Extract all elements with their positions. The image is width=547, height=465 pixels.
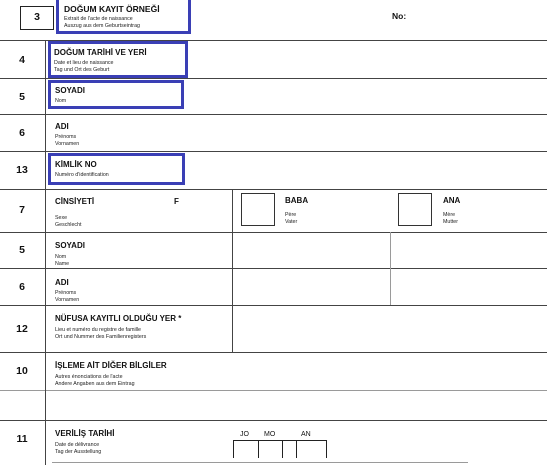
father-de: Vater — [285, 219, 298, 225]
rule — [0, 268, 547, 269]
row-5-title: SOYADI — [55, 86, 85, 95]
row-13-fr: Numéro d'identification — [55, 172, 109, 178]
date-bracket-tick — [233, 440, 234, 458]
mother-title: ANA — [443, 196, 461, 205]
row-11-fr: Date de délivrance — [55, 442, 100, 448]
row-4-fr: Date et lieu de naissance — [54, 60, 114, 66]
rule — [0, 420, 547, 421]
row-11-de: Tag der Ausstellung — [55, 449, 102, 455]
row-5b-de: Name — [55, 261, 70, 267]
row-6b-de: Vornamen — [55, 297, 80, 303]
row-10-de: Andere Angaben aus dem Eintrag — [55, 381, 135, 387]
row-5-number: 5 — [19, 91, 25, 103]
row-7-title: CİNSİYETİ — [55, 197, 95, 206]
row-6-de: Vornamen — [55, 141, 80, 147]
mother-fr: Mère — [443, 212, 456, 218]
row-4-highlight — [48, 41, 188, 78]
row-13-highlight — [48, 153, 185, 185]
row-11-title: VERİLİŞ TARİHİ — [55, 429, 115, 438]
rule — [232, 189, 233, 352]
header-subtitle-fr: Extrait de l'acte de naissance — [64, 16, 133, 22]
rule — [0, 390, 547, 391]
row-10-title: İŞLEME AİT DİĞER BİLGİLER — [55, 361, 167, 370]
date-bracket-tick — [282, 440, 283, 458]
row-6-fr: Prénoms — [55, 134, 77, 140]
row-5-fr: Nom — [55, 98, 67, 104]
rule — [0, 305, 547, 306]
gender-value: F — [174, 197, 179, 206]
row-12-de: Ort und Nummer des Familienregisters — [55, 334, 147, 340]
row-13-number: 13 — [16, 164, 28, 176]
row-7-fr: Sexe — [55, 215, 68, 221]
rule — [0, 151, 547, 152]
row-11-number: 11 — [16, 433, 28, 445]
rule — [45, 40, 46, 465]
row-4-number: 4 — [19, 54, 25, 66]
row-6b-title: ADI — [55, 278, 69, 287]
mother-checkbox[interactable] — [398, 193, 432, 226]
row-12-number: 12 — [16, 323, 28, 335]
row-5b-fr: Nom — [55, 254, 67, 260]
rule — [52, 462, 468, 463]
date-day-label: JO — [240, 431, 249, 438]
father-fr: Père — [285, 212, 297, 218]
header-subtitle-de: Auszug aus dem Geburtseintrag — [64, 23, 140, 29]
row-6b-number: 6 — [19, 281, 25, 293]
date-bracket-tick — [258, 440, 259, 458]
rule — [0, 352, 547, 353]
row-7-number: 7 — [19, 204, 25, 216]
rule — [0, 78, 547, 79]
row-6-number: 6 — [19, 127, 25, 139]
row-6-title: ADI — [55, 122, 69, 131]
header-title: DOĞUM KAYIT ÖRNEĞİ — [64, 4, 160, 14]
father-title: BABA — [285, 196, 309, 205]
date-bracket-tick — [326, 440, 327, 458]
rule — [0, 189, 547, 190]
rule — [0, 114, 547, 115]
date-month-label: MO — [264, 431, 276, 438]
date-year-label: AN — [301, 431, 311, 438]
row-4-title: DOĞUM TARİHİ VE YERİ — [54, 48, 147, 57]
row-5b-title: SOYADI — [55, 241, 85, 250]
row-10-number: 10 — [16, 365, 28, 377]
row-5-highlight — [48, 80, 184, 109]
record-number-label: No: — [392, 11, 407, 21]
row-10-fr: Autres énonciations de l'acte — [55, 374, 123, 380]
row-6b-fr: Prénoms — [55, 290, 77, 296]
row-13-title: KİMLİK NO — [55, 160, 97, 169]
date-bracket — [233, 440, 326, 441]
header-highlight — [56, 0, 191, 34]
date-bracket-tick — [296, 440, 297, 458]
rule — [0, 232, 547, 233]
row-12-title: NÜFUSA KAYITLI OLDUĞU YER * — [55, 314, 182, 323]
row-5b-number: 5 — [19, 244, 25, 256]
mother-de: Mutter — [443, 219, 459, 225]
row-12-fr: Lieu et numéro du registre de famille — [55, 327, 141, 333]
father-checkbox[interactable] — [241, 193, 275, 226]
row-7-de: Geschlecht — [55, 222, 82, 228]
rule — [390, 232, 391, 305]
header-number: 3 — [34, 11, 40, 23]
row-4-de: Tag und Ort des Geburt — [54, 67, 110, 73]
